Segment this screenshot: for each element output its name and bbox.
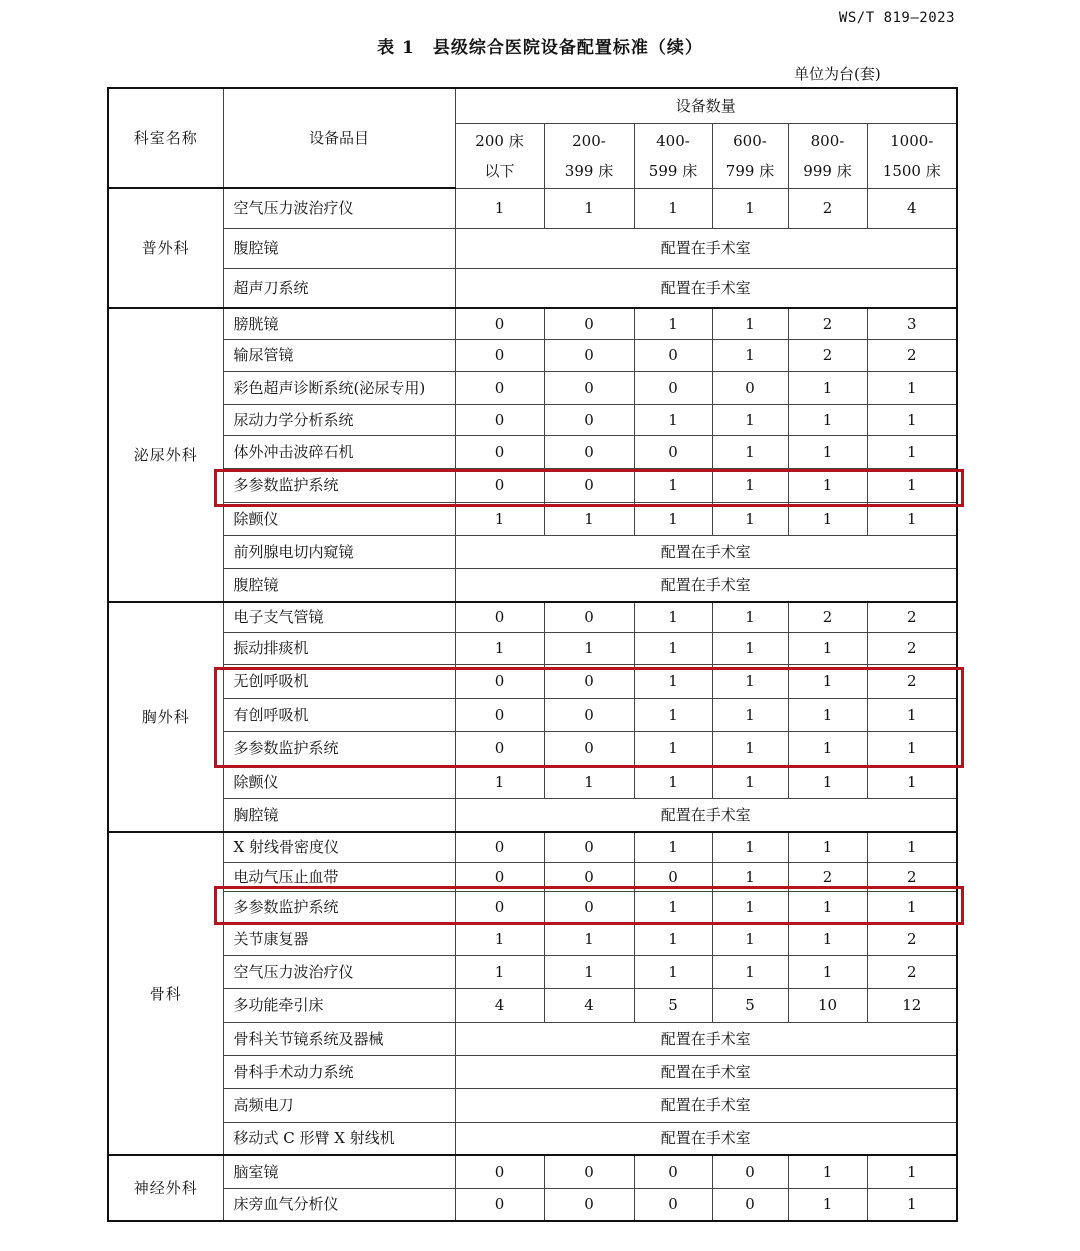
quantity-cell: 1: [634, 308, 712, 339]
quantity-cell: 1: [867, 435, 957, 468]
table-row: [108, 664, 957, 698]
table-row: [108, 1088, 957, 1122]
header-beds: [788, 123, 867, 188]
quantity-cell: 0: [544, 832, 634, 862]
equipment-item: 床旁血气分析仪: [223, 1188, 455, 1221]
table-row: [108, 765, 957, 798]
quantity-cell: 1: [544, 502, 634, 535]
quantity-cell: 1: [867, 502, 957, 535]
table-row: [108, 502, 957, 535]
table-row: [108, 435, 957, 468]
quantity-cell: 1: [712, 955, 788, 988]
table-row: [108, 698, 957, 731]
quantity-cell: 1: [712, 765, 788, 798]
unit-note: 单位为台(套): [794, 65, 881, 83]
quantity-cell: 1: [867, 765, 957, 798]
equipment-item: 脑室镜: [223, 1155, 455, 1188]
quantity-cell: 0: [634, 1155, 712, 1188]
quantity-cell: 1: [788, 664, 867, 698]
header-quantity: 设备数量: [455, 88, 957, 123]
equipment-item: 无创呼吸机: [223, 664, 455, 698]
bed-label-line: 600-: [733, 131, 767, 150]
table-row: [108, 1122, 957, 1155]
quantity-cell: 1: [788, 765, 867, 798]
quantity-cell: 1: [712, 188, 788, 228]
configuration-note: 配置在手术室: [455, 535, 957, 568]
quantity-cell: 0: [544, 339, 634, 371]
quantity-cell: 2: [867, 602, 957, 632]
quantity-cell: 1: [634, 731, 712, 765]
quantity-cell: 2: [788, 602, 867, 632]
quantity-cell: 0: [455, 731, 544, 765]
table-row: [108, 988, 957, 1022]
quantity-cell: 1: [712, 862, 788, 891]
quantity-cell: 1: [788, 955, 867, 988]
table-row: [108, 268, 957, 308]
equipment-item: 多参数监护系统: [223, 468, 455, 502]
quantity-cell: 1: [634, 765, 712, 798]
quantity-cell: 1: [544, 923, 634, 955]
quantity-cell: 2: [867, 664, 957, 698]
quantity-cell: 1: [712, 468, 788, 502]
quantity-cell: 1: [867, 731, 957, 765]
equipment-item: 空气压力波治疗仪: [223, 188, 455, 228]
quantity-cell: 0: [455, 371, 544, 404]
configuration-note: 配置在手术室: [455, 798, 957, 832]
table-row: [108, 923, 957, 955]
equipment-item: 电子支气管镜: [223, 602, 455, 632]
quantity-cell: 1: [788, 632, 867, 664]
quantity-cell: 0: [544, 1155, 634, 1188]
quantity-cell: 1: [788, 923, 867, 955]
quantity-cell: 1: [788, 731, 867, 765]
quantity-cell: 0: [634, 862, 712, 891]
configuration-note: 配置在手术室: [455, 1122, 957, 1155]
configuration-note: 配置在手术室: [455, 568, 957, 602]
quantity-cell: 0: [455, 664, 544, 698]
quantity-cell: 1: [867, 891, 957, 923]
quantity-cell: 0: [455, 832, 544, 862]
quantity-cell: 2: [867, 339, 957, 371]
quantity-cell: 0: [544, 308, 634, 339]
quantity-cell: 0: [712, 1155, 788, 1188]
equipment-item: 高频电刀: [223, 1088, 455, 1122]
quantity-cell: 2: [867, 955, 957, 988]
equipment-item: 胸腔镜: [223, 798, 455, 832]
table-row: [108, 602, 957, 632]
department-name: 胸外科: [108, 602, 223, 832]
quantity-cell: 0: [544, 468, 634, 502]
bed-label-line: 800-: [810, 131, 845, 150]
quantity-cell: 4: [455, 988, 544, 1022]
bed-label-line: 200-: [572, 131, 606, 150]
bed-label-line: 399 床: [564, 161, 614, 180]
header-beds: [712, 123, 788, 188]
quantity-cell: 0: [634, 435, 712, 468]
equipment-item: 前列腺电切内窥镜: [223, 535, 455, 568]
quantity-cell: 1: [634, 188, 712, 228]
quantity-cell: 1: [712, 435, 788, 468]
quantity-cell: 1: [634, 832, 712, 862]
table-row: [108, 339, 957, 371]
quantity-cell: 0: [455, 862, 544, 891]
equipment-item: 骨科关节镜系统及器械: [223, 1022, 455, 1055]
quantity-cell: 1: [634, 602, 712, 632]
quantity-cell: 0: [544, 891, 634, 923]
equipment-item: 多功能牵引床: [223, 988, 455, 1022]
header-item: 设备品目: [223, 88, 455, 188]
quantity-cell: 0: [455, 404, 544, 435]
header-beds: [455, 123, 544, 188]
bed-label-line: 799 床: [725, 161, 775, 180]
quantity-cell: 5: [634, 988, 712, 1022]
quantity-cell: 0: [544, 404, 634, 435]
table-row: [108, 568, 957, 602]
equipment-item: 尿动力学分析系统: [223, 404, 455, 435]
quantity-cell: 1: [634, 404, 712, 435]
quantity-cell: 2: [788, 862, 867, 891]
table-row: [108, 1188, 957, 1221]
quantity-cell: 0: [544, 731, 634, 765]
quantity-cell: 0: [544, 698, 634, 731]
quantity-cell: 1: [788, 371, 867, 404]
bed-label-line: 400-: [656, 131, 690, 150]
equipment-item: 腹腔镜: [223, 568, 455, 602]
quantity-cell: 0: [544, 435, 634, 468]
quantity-cell: 4: [544, 988, 634, 1022]
bed-label-line: 1000-: [890, 131, 934, 150]
quantity-cell: 1: [455, 502, 544, 535]
quantity-cell: 10: [788, 988, 867, 1022]
quantity-cell: 0: [455, 602, 544, 632]
equipment-item: 超声刀系统: [223, 268, 455, 308]
equipment-item: 体外冲击波碎石机: [223, 435, 455, 468]
table-row: [108, 468, 957, 502]
quantity-cell: 5: [712, 988, 788, 1022]
equipment-item: 骨科手术动力系统: [223, 1055, 455, 1088]
equipment-item: 多参数监护系统: [223, 731, 455, 765]
quantity-cell: 1: [712, 308, 788, 339]
quantity-cell: 0: [455, 1188, 544, 1221]
quantity-cell: 1: [544, 955, 634, 988]
quantity-cell: 0: [712, 1188, 788, 1221]
quantity-cell: 0: [544, 862, 634, 891]
quantity-cell: 2: [867, 923, 957, 955]
configuration-note: 配置在手术室: [455, 1055, 957, 1088]
quantity-cell: 1: [712, 698, 788, 731]
quantity-cell: 3: [867, 308, 957, 339]
quantity-cell: 1: [544, 765, 634, 798]
quantity-cell: 1: [788, 1155, 867, 1188]
table-row: [108, 798, 957, 832]
quantity-cell: 1: [788, 1188, 867, 1221]
quantity-cell: 1: [788, 468, 867, 502]
configuration-note: 配置在手术室: [455, 268, 957, 308]
table-row: [108, 891, 957, 923]
bed-label-line: 599 床: [648, 161, 698, 180]
quantity-cell: 2: [867, 862, 957, 891]
equipment-item: 除颤仪: [223, 765, 455, 798]
quantity-cell: 0: [544, 1188, 634, 1221]
quantity-cell: 0: [455, 308, 544, 339]
department-name: 普外科: [108, 188, 223, 308]
quantity-cell: 0: [544, 602, 634, 632]
quantity-cell: 0: [455, 891, 544, 923]
table-row: [108, 228, 957, 268]
equipment-item: 腹腔镜: [223, 228, 455, 268]
quantity-cell: 1: [712, 632, 788, 664]
quantity-cell: 1: [455, 923, 544, 955]
equipment-item: 电动气压止血带: [223, 862, 455, 891]
document-code: WS/T 819—2023: [838, 10, 955, 26]
bed-label-line: 200 床: [475, 131, 524, 150]
bed-label-line: 以下: [484, 161, 515, 180]
equipment-item: 关节康复器: [223, 923, 455, 955]
equipment-item: 移动式 C 形臂 X 射线机: [223, 1122, 455, 1155]
quantity-cell: 1: [634, 664, 712, 698]
quantity-cell: 1: [712, 602, 788, 632]
equipment-item: 空气压力波治疗仪: [223, 955, 455, 988]
equipment-item: 多参数监护系统: [223, 891, 455, 923]
quantity-cell: 0: [712, 371, 788, 404]
quantity-cell: 1: [455, 955, 544, 988]
header-beds: [634, 123, 712, 188]
table-row: [108, 955, 957, 988]
configuration-note: 配置在手术室: [455, 1088, 957, 1122]
quantity-cell: 0: [634, 1188, 712, 1221]
quantity-cell: 12: [867, 988, 957, 1022]
table-row: [108, 188, 957, 228]
equipment-item: X 射线骨密度仪: [223, 832, 455, 862]
bed-label-line: 1500 床: [882, 161, 941, 180]
quantity-cell: 1: [867, 1188, 957, 1221]
quantity-cell: 1: [867, 371, 957, 404]
table-row: [108, 862, 957, 891]
equipment-item: 彩色超声诊断系统(泌尿专用): [223, 371, 455, 404]
quantity-cell: 1: [544, 188, 634, 228]
quantity-cell: 1: [867, 1155, 957, 1188]
quantity-cell: 1: [788, 698, 867, 731]
table-row: [108, 832, 957, 862]
quantity-cell: 1: [712, 404, 788, 435]
header-beds: [544, 123, 634, 188]
department-name: 骨科: [108, 832, 223, 1155]
table-row: [108, 1022, 957, 1055]
quantity-cell: 0: [634, 371, 712, 404]
quantity-cell: 1: [634, 468, 712, 502]
quantity-cell: 0: [455, 468, 544, 502]
quantity-cell: 1: [712, 664, 788, 698]
equipment-item: 振动排痰机: [223, 632, 455, 664]
quantity-cell: 1: [712, 832, 788, 862]
quantity-cell: 0: [634, 339, 712, 371]
table-row: [108, 404, 957, 435]
quantity-cell: 1: [455, 188, 544, 228]
table-row: [108, 308, 957, 339]
quantity-cell: 2: [788, 339, 867, 371]
quantity-cell: 0: [455, 698, 544, 731]
quantity-cell: 0: [455, 1155, 544, 1188]
quantity-cell: 0: [455, 435, 544, 468]
quantity-cell: 1: [867, 832, 957, 862]
quantity-cell: 2: [788, 188, 867, 228]
quantity-cell: 1: [712, 891, 788, 923]
table-title: 表 1 县级综合医院设备配置标准（续）: [377, 38, 703, 58]
quantity-cell: 0: [544, 664, 634, 698]
quantity-cell: 1: [788, 502, 867, 535]
quantity-cell: 1: [712, 731, 788, 765]
quantity-cell: 1: [867, 468, 957, 502]
quantity-cell: 2: [788, 308, 867, 339]
quantity-cell: 1: [634, 502, 712, 535]
quantity-cell: 1: [634, 891, 712, 923]
table-row: [108, 1055, 957, 1088]
header-beds: [867, 123, 957, 188]
quantity-cell: 1: [867, 698, 957, 731]
quantity-cell: 1: [634, 698, 712, 731]
table-row: [108, 535, 957, 568]
quantity-cell: 1: [455, 765, 544, 798]
quantity-cell: 1: [788, 404, 867, 435]
quantity-cell: 1: [634, 923, 712, 955]
quantity-cell: 1: [712, 923, 788, 955]
table-row: [108, 731, 957, 765]
configuration-note: 配置在手术室: [455, 1022, 957, 1055]
quantity-cell: 2: [867, 632, 957, 664]
table-row: [108, 1155, 957, 1188]
quantity-cell: 1: [788, 435, 867, 468]
quantity-cell: 1: [788, 832, 867, 862]
quantity-cell: 4: [867, 188, 957, 228]
table-row: [108, 632, 957, 664]
configuration-note: 配置在手术室: [455, 228, 957, 268]
equipment-item: 除颤仪: [223, 502, 455, 535]
table-row: [108, 371, 957, 404]
header-dept: 科室名称: [108, 88, 223, 188]
equipment-item: 膀胱镜: [223, 308, 455, 339]
equipment-item: 有创呼吸机: [223, 698, 455, 731]
quantity-cell: 1: [634, 632, 712, 664]
quantity-cell: 1: [634, 955, 712, 988]
equipment-table: [107, 87, 958, 1222]
quantity-cell: 1: [455, 632, 544, 664]
quantity-cell: 1: [712, 502, 788, 535]
equipment-item: 输尿管镜: [223, 339, 455, 371]
quantity-cell: 0: [544, 371, 634, 404]
bed-label-line: 999 床: [803, 161, 852, 180]
quantity-cell: 1: [712, 339, 788, 371]
department-name: 泌尿外科: [108, 308, 223, 602]
department-name: 神经外科: [108, 1155, 223, 1221]
quantity-cell: 0: [455, 339, 544, 371]
quantity-cell: 1: [788, 891, 867, 923]
quantity-cell: 1: [544, 632, 634, 664]
quantity-cell: 1: [867, 404, 957, 435]
